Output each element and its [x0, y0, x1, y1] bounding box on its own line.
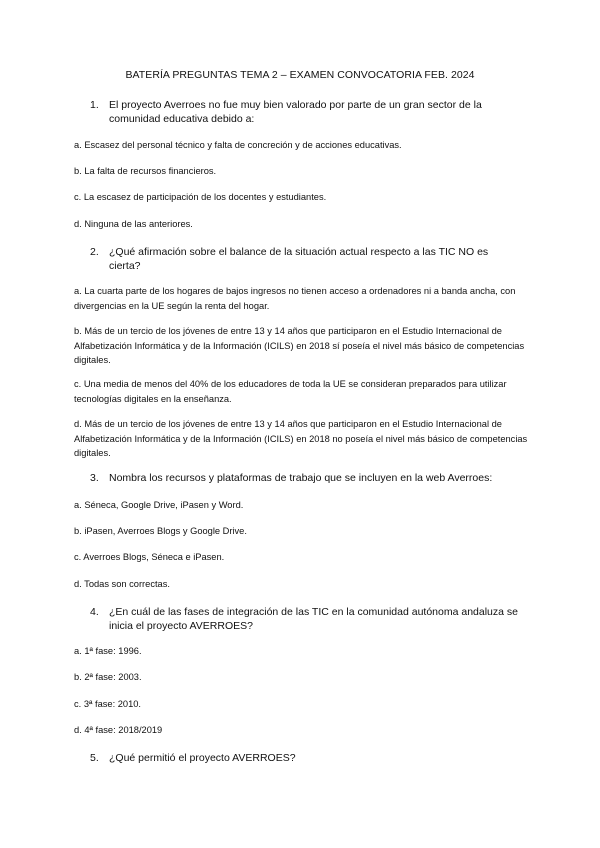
question-number: 1. — [90, 99, 99, 111]
option-3a: a. Séneca, Google Drive, iPasen y Word. — [74, 500, 244, 510]
question-text: ¿Qué permitió el proyecto AVERROES? — [109, 752, 296, 764]
question-text: Nombra los recursos y plataformas de trabajo que se incluyen en la web Averroes: — [109, 472, 493, 484]
option-1c: c. La escasez de participación de los docentes y estudiantes. — [74, 192, 327, 202]
question-5 — [90, 751, 520, 765]
option-1a: a. Escasez del personal técnico y falta de concreción y de acciones educativas. — [74, 140, 402, 150]
document-title: BATERÍA PREGUNTAS TEMA 2 – EXAMEN CONVOCATORIA FEB. 2024 — [125, 69, 475, 81]
question-2 — [90, 245, 520, 273]
option-3c: c. Averroes Blogs, Séneca e iPasen. — [74, 552, 225, 562]
question-number: 2. — [90, 246, 99, 258]
option-2b: b. Más de un tercio de los jóvenes de entre 13 y 14 años que participaron en el Estudio Internacional de Alfabetización Informática y de la Información (ICILS) en 2018 sí poseía el nivel más básico de competencias digitales. — [74, 326, 525, 365]
option-4b: b. 2ª fase: 2003. — [74, 672, 142, 682]
option-2d: d. Más de un tercio de los jóvenes de entre 13 y 14 años que participaron en el Estudio Internacional de Alfabetización Informática y de la Información (ICILS) en 2018 no poseía el nivel más básico de competencias digitales. — [74, 419, 528, 458]
option-2c: c. Una media de menos del 40% de los educadores de toda la UE se consideran preparados para utilizar tecnologías digitales en la enseñanza. — [74, 379, 507, 404]
question-3 — [90, 471, 520, 485]
question-1 — [90, 98, 520, 126]
option-4c: c. 3ª fase: 2010. — [74, 699, 142, 709]
question-text: El proyecto Averroes no fue muy bien valorado por parte de un gran sector de la comunidad educativa debido a: — [109, 99, 482, 125]
option-4a: a. 1ª fase: 1996. — [74, 646, 142, 656]
question-4 — [90, 605, 520, 633]
option-1b: b. La falta de recursos financieros. — [74, 166, 217, 176]
question-text: ¿En cuál de las fases de integración de las TIC en la comunidad autónoma andaluza se inicia el proyecto AVERROES? — [109, 606, 518, 632]
option-3b: b. iPasen, Averroes Blogs y Google Drive. — [74, 526, 247, 536]
option-2a: a. La cuarta parte de los hogares de bajos ingresos no tienen acceso a ordenadores ni a banda ancha, con divergencias en la UE según la renta del hogar. — [74, 286, 516, 311]
question-number: 4. — [90, 606, 99, 618]
question-number: 5. — [90, 752, 99, 764]
option-1d: d. Ninguna de las anteriores. — [74, 219, 193, 229]
option-3d: d. Todas son correctas. — [74, 579, 170, 589]
question-text: ¿Qué afirmación sobre el balance de la situación actual respecto a las TIC NO es cierta? — [109, 246, 489, 272]
question-number: 3. — [90, 472, 99, 484]
option-4d: d. 4ª fase: 2018/2019 — [74, 725, 163, 735]
